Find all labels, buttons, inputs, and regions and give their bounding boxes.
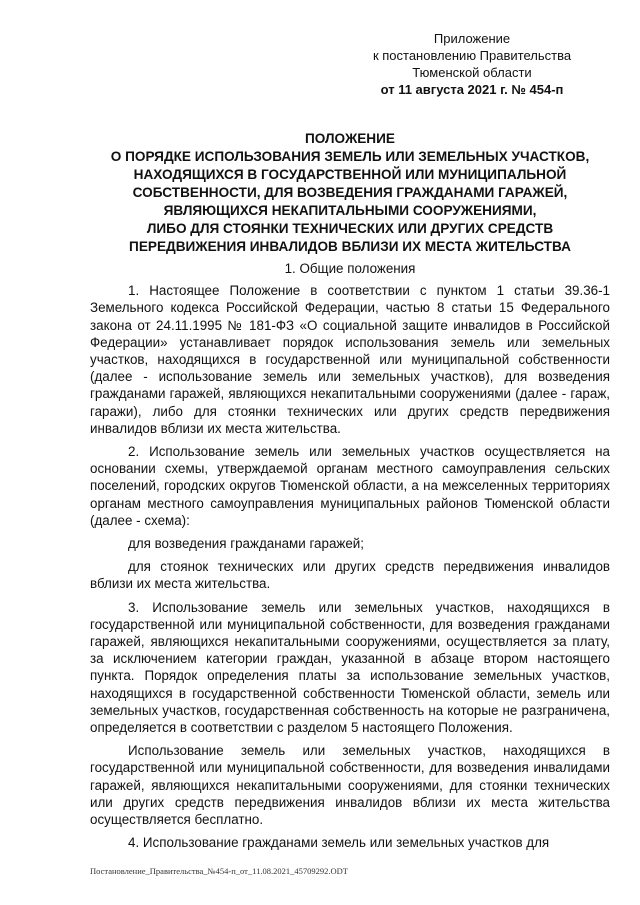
paragraph-3: 3. Использование земель или земельных участков, находящихся в государственной или муниципальной собственности, для возведения гражданами гаражей, являющихся некапитальными сооружениями, осуществляется за плату, за исключением категории граждан, указанной в абзаце втором настоящего пункта. Порядок определения платы за использование земельных участков, находящихся в государственной собственности Тюменской области, земель или земельных участков, государственная собственность на которые не разграничена, определяется в соответствии с разделом 5 настоящего Положения. (90, 599, 610, 736)
section-heading: 1. Общие положения (284, 261, 416, 276)
title-line-5: ЯВЛЯЮЩИХСЯ НЕКАПИТАЛЬНЫМИ СООРУЖЕНИЯМИ, (163, 203, 537, 218)
title-line-2: О ПОРЯДКЕ ИСПОЛЬЗОВАНИЯ ЗЕМЕЛЬ ИЛИ ЗЕМЕЛЬНЫХ УЧАСТКОВ, (110, 149, 590, 164)
title-line-3: НАХОДЯЩИХСЯ В ГОСУДАРСТВЕННОЙ ИЛИ МУНИЦИПАЛЬНОЙ (133, 167, 567, 182)
appendix-label: Приложение (433, 31, 511, 46)
document-body (90, 260, 610, 858)
appendix-resolution-ref: к постановлению Правительства (372, 48, 572, 63)
paragraph-4: 4. Использование гражданами земель или земельных участков для (128, 835, 550, 851)
appendix-date-number: от 11 августа 2021 г. № 454-п (380, 82, 564, 97)
appendix-block (352, 30, 592, 98)
title-line-1: ПОЛОЖЕНИЕ (305, 131, 395, 146)
paragraph-3-free-use: Использование земель или земельных участков, находящихся в государственной или муниципальной собственности, для возведения инвалидами гаражей, являющихся некапитальными сооружениями, для стоянки технических или других средств передвижения инвалидов вблизи их места жительства осуществляется бесплатно. (90, 743, 610, 828)
title-line-7: ПЕРЕДВИЖЕНИЯ ИНВАЛИДОВ ВБЛИЗИ ИХ МЕСТА ЖИТЕЛЬСТВА (129, 239, 571, 254)
paragraph-1: 1. Настоящее Положение в соответствии с пунктом 1 статьи 39.36-1 Земельного кодекса Российской Федерации, частью 8 статьи 15 Федерального закона от 24.11.1995 № 181-ФЗ «О социальной защите инвалидов в Российской Федерации» устанавливает порядок использования земель или земельных участков, находящихся в государственной или муниципальной собственности (далее - использование земель или земельных участков), для возведения гражданами гаражей, являющихся некапитальными сооружениями (далее - гараж, гаражи), либо для стоянки технических или других средств передвижения инвалидов вблизи их места жительства. (90, 283, 610, 436)
paragraph-2: 2. Использование земель или земельных участков осуществляется на основании схемы, утверждаемой органам местного самоуправления сельских поселений, городских округов Тюменской области, а на межселенных территориях органам местного самоуправления муниципальных районов Тюменской области (далее - схема): (90, 444, 610, 528)
footer-filename: Постановление_Правительства_№454-п_от_11.08.2021_45709292.ODT (90, 866, 348, 876)
title-line-4: СОБСТВЕННОСТИ, ДЛЯ ВОЗВЕДЕНИЯ ГРАЖДАНАМИ ГАРАЖЕЙ, (132, 185, 568, 200)
paragraph-2-item-parking: для стоянок технических или других средств передвижения инвалидов вблизи их места жительства. (90, 559, 610, 592)
title-line-6: ЛИБО ДЛЯ СТОЯНКИ ТЕХНИЧЕСКИХ ИЛИ ДРУГИХ СРЕДСТВ (146, 221, 554, 236)
document-title (80, 130, 620, 256)
appendix-region: Тюменской области (412, 65, 532, 80)
paragraph-2-item-garages: для возведения гражданами гаражей; (128, 536, 365, 552)
